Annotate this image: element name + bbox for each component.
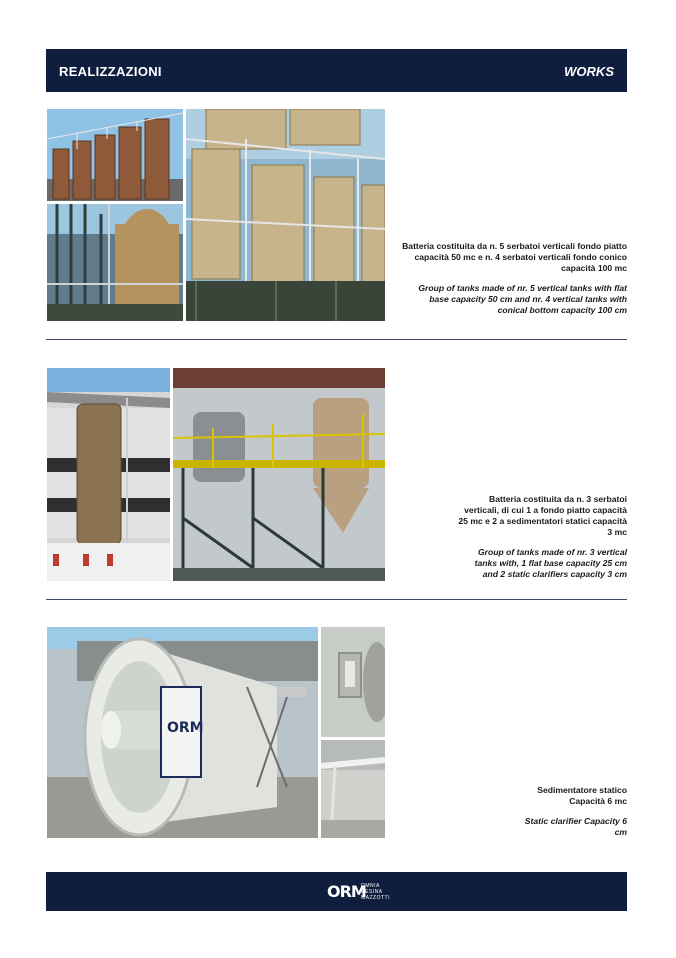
logo-mark: ORM <box>327 882 366 901</box>
photo-vertical-tank-building <box>47 368 170 581</box>
caption-english: Group of tanks made of nr. 5 vertical tanks with flat base capacity 50 cm and nr. 4 vertical tanks with conical bottom capacity 100 cm <box>418 283 627 315</box>
page-footer <box>46 872 627 911</box>
section-divider <box>46 599 627 600</box>
page-header <box>46 49 627 92</box>
svg-text:ORM: ORM <box>167 720 204 736</box>
caption-english: Group of tanks made of nr. 3 vertical tanks with, 1 flat base capacity 25 cm and 2 static clarifiers capacity 3 cm <box>474 547 627 579</box>
photo-tank-battery-structure <box>186 109 385 321</box>
logo-line-3: MAZZOTTI <box>361 895 390 901</box>
section-1-caption <box>401 241 627 316</box>
logo-wordmark <box>361 883 390 901</box>
photo-static-clarifier <box>47 627 318 838</box>
header-title-english: WORKS <box>564 64 614 79</box>
photo-clarifier-platform <box>173 368 385 581</box>
company-logo <box>327 880 397 904</box>
photo-tank-pipes-closeup <box>47 204 183 321</box>
caption-italian: Sedimentatore statico Capacità 6 mc <box>537 785 627 806</box>
section-divider <box>46 339 627 340</box>
logo-line-2: RESINA <box>361 889 383 895</box>
logo-line-1: OMNIA <box>361 883 380 889</box>
header-title-italian: REALIZZAZIONI <box>59 64 162 79</box>
section-2-caption <box>457 494 627 580</box>
caption-english: Static clarifier Capacity 6 cm <box>524 816 627 837</box>
photo-clarifier-detail-bottom <box>321 740 385 838</box>
section-3-caption <box>517 785 627 838</box>
caption-italian: Batteria costituita da n. 3 serbatoi verticali, di cui 1 a fondo piatto capacità 25 mc e 2 a sedimentatori statici capacità 3 mc <box>458 494 627 537</box>
photo-tank-battery-rooftop <box>47 109 183 201</box>
caption-italian: Batteria costituita da n. 5 serbatoi verticali fondo piatto capacità 50 mc e n. 4 serbatoi verticali fondo conico capacità 100 mc <box>402 241 627 273</box>
photo-clarifier-detail-top <box>321 627 385 737</box>
